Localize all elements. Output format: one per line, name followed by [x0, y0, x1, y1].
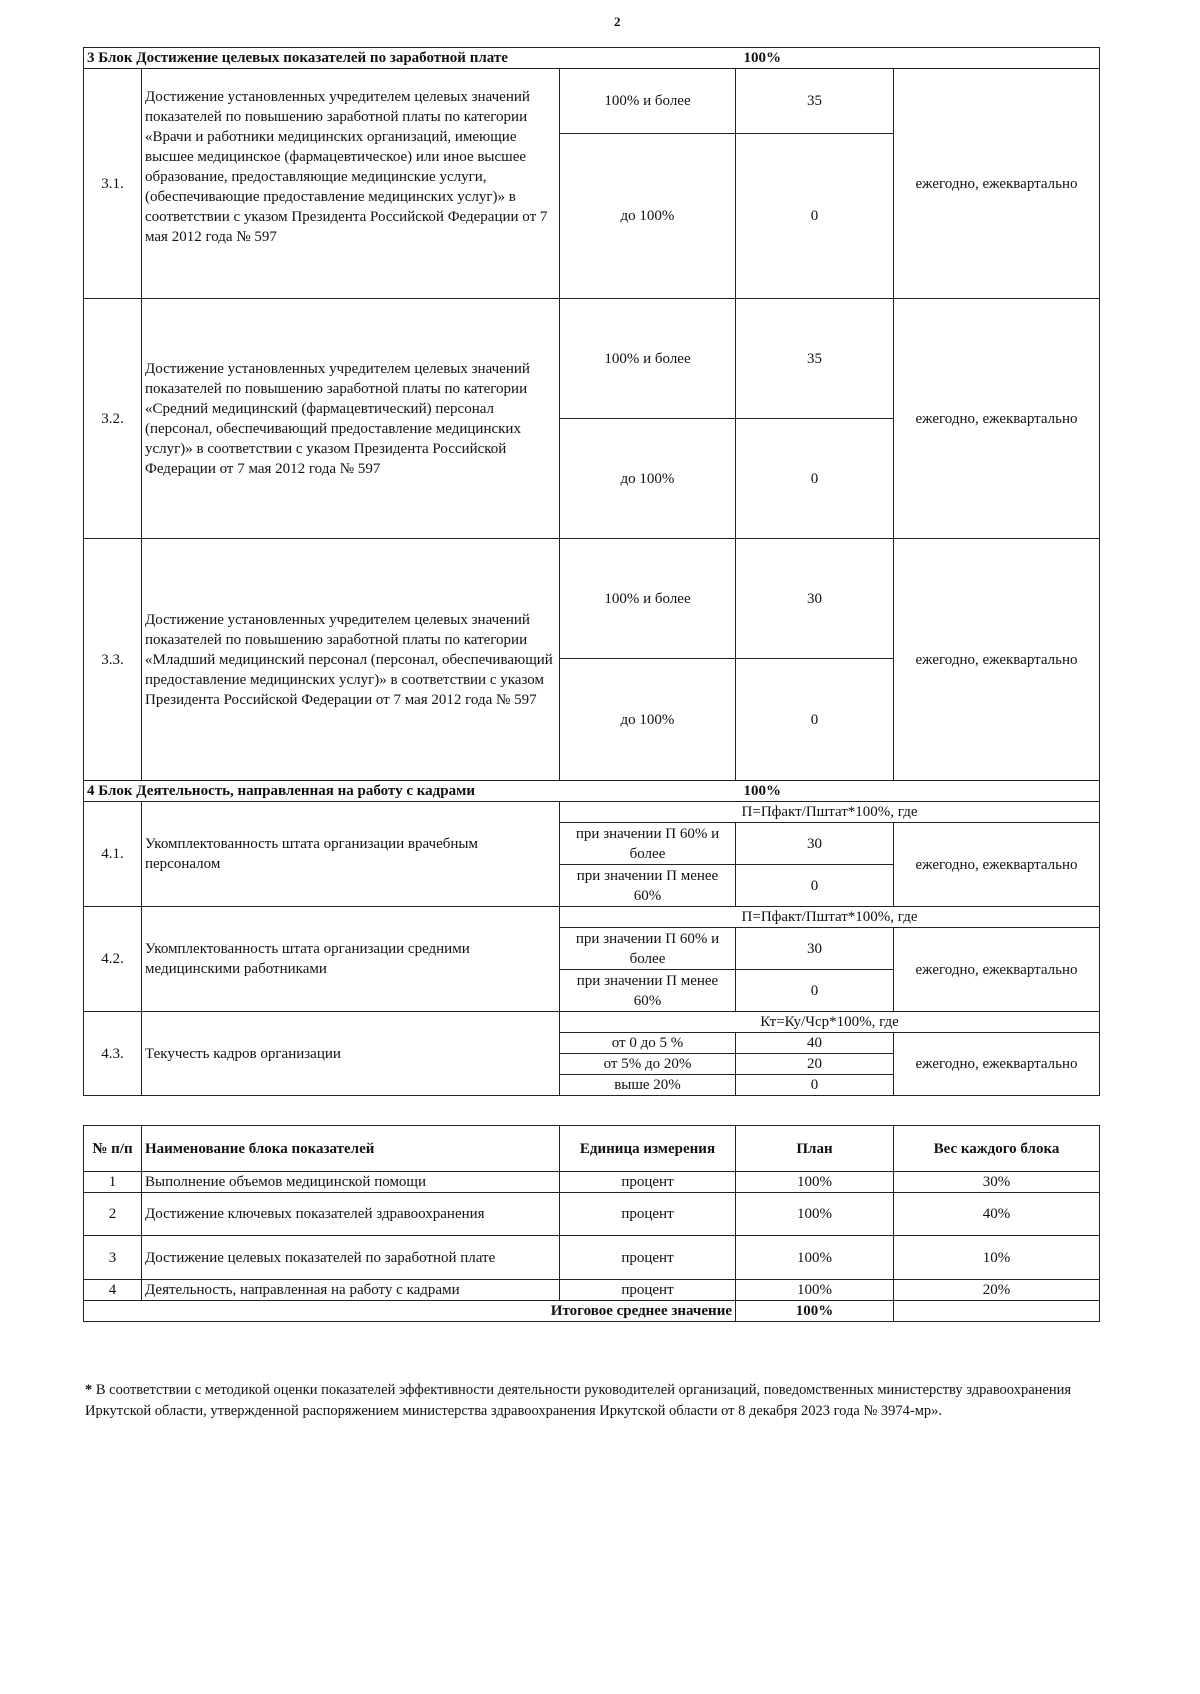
- row-num: 3.1.: [84, 69, 142, 299]
- cell-weight: 40%: [894, 1193, 1100, 1236]
- cell-num: 1: [84, 1172, 142, 1193]
- condition-cell: при значении П менее 60%: [560, 970, 736, 1012]
- row-num: 3.3.: [84, 539, 142, 781]
- cell-plan: 100%: [736, 1280, 894, 1301]
- condition-cell: выше 20%: [560, 1075, 736, 1096]
- cell-weight: 30%: [894, 1172, 1100, 1193]
- condition-cell: 100% и более: [560, 69, 736, 134]
- header-num: № п/п: [84, 1126, 142, 1172]
- cell-name: Достижение целевых показателей по заработной плате: [142, 1236, 560, 1280]
- cell-unit: процент: [560, 1172, 736, 1193]
- table-row: [84, 1236, 1100, 1280]
- period-cell: ежегодно, ежеквартально: [894, 823, 1100, 907]
- total-row: [84, 1301, 1100, 1322]
- condition-cell: от 5% до 20%: [560, 1054, 736, 1075]
- condition-cell: при значении П 60% и более: [560, 823, 736, 865]
- score-cell: 0: [736, 865, 894, 907]
- row-num: 4.1.: [84, 802, 142, 907]
- period-cell: ежегодно, ежеквартально: [894, 928, 1100, 1012]
- block3-title: Достижение целевых показателей по заработной плате: [136, 50, 508, 66]
- header-plan: План: [736, 1126, 894, 1172]
- row-num: 4.2.: [84, 907, 142, 1012]
- total-value: 100%: [736, 1301, 894, 1322]
- table-row: [84, 1172, 1100, 1193]
- score-cell: 0: [736, 970, 894, 1012]
- summary-header-row: [84, 1126, 1100, 1172]
- block3-header-row: [84, 48, 1100, 69]
- cell-weight: 10%: [894, 1236, 1100, 1280]
- condition-cell: до 100%: [560, 134, 736, 299]
- condition-cell: при значении П менее 60%: [560, 865, 736, 907]
- row-4-1-formula: [84, 802, 1100, 823]
- condition-cell: при значении П 60% и более: [560, 928, 736, 970]
- indicators-table: [83, 47, 1100, 1096]
- condition-cell: до 100%: [560, 419, 736, 539]
- header-weight: Вес каждого блока: [894, 1126, 1100, 1172]
- row-num: 4.3.: [84, 1012, 142, 1096]
- period-cell: ежегодно, ежеквартально: [894, 69, 1100, 299]
- cell-plan: 100%: [736, 1193, 894, 1236]
- formula-cell: П=Пфакт/Пштат*100%, где: [560, 907, 1100, 928]
- block4-header-row: [84, 781, 1100, 802]
- cell-plan: 100%: [736, 1172, 894, 1193]
- row-3-3-a: [84, 539, 1100, 659]
- cell-name: Деятельность, направленная на работу с кадрами: [142, 1280, 560, 1301]
- score-cell: 0: [736, 134, 894, 299]
- score-cell: 20: [736, 1054, 894, 1075]
- row-4-3-formula: [84, 1012, 1100, 1033]
- header-unit: Единица измерения: [560, 1126, 736, 1172]
- block4-title: Деятельность, направленная на работу с кадрами: [136, 783, 475, 799]
- summary-table: [83, 1125, 1100, 1322]
- row-description: Укомплектованность штата организации средними медицинскими работниками: [142, 907, 560, 1012]
- total-label: Итоговое среднее значение: [84, 1301, 736, 1322]
- row-num: 3.2.: [84, 299, 142, 539]
- cell-num: 4: [84, 1280, 142, 1301]
- footnote: [85, 1380, 1105, 1422]
- row-4-2-formula: [84, 907, 1100, 928]
- score-cell: 35: [736, 299, 894, 419]
- cell-num: 2: [84, 1193, 142, 1236]
- page-number: 2: [614, 14, 621, 29]
- cell-name: Достижение ключевых показателей здравоохранения: [142, 1193, 560, 1236]
- period-cell: ежегодно, ежеквартально: [894, 539, 1100, 781]
- cell-unit: процент: [560, 1280, 736, 1301]
- formula-cell: П=Пфакт/Пштат*100%, где: [560, 802, 1100, 823]
- footnote-mark: *: [85, 1382, 93, 1398]
- cell-unit: процент: [560, 1193, 736, 1236]
- condition-cell: до 100%: [560, 659, 736, 781]
- block4-value: 100%: [743, 783, 781, 799]
- row-description: Достижение установленных учредителем целевых значений показателей по повышению заработной платы по категории «Средний медицинский (фармацевтический) персонал (персонал, обеспечивающий предоставление медицинских услуг)» в соответствии с указом Президента Российской Федерации от 7 мая 2012 года № 597: [142, 299, 560, 539]
- cell-plan: 100%: [736, 1236, 894, 1280]
- block3-value: 100%: [743, 50, 781, 66]
- block3-label: 3 Блок: [87, 50, 133, 66]
- footnote-text: В соответствии с методикой оценки показателей эффективности деятельности руководителей организаций, поведомственных министерству здравоохранения Иркутской области, утвержденной распоряжением министерства здравоохранения Иркутской области от 8 декабря 2023 года № 3974-мр».: [85, 1382, 1072, 1419]
- condition-cell: 100% и более: [560, 539, 736, 659]
- cell-unit: процент: [560, 1236, 736, 1280]
- score-cell: 0: [736, 659, 894, 781]
- row-3-2-a: [84, 299, 1100, 419]
- header-name: Наименование блока показателей: [142, 1126, 560, 1172]
- cell-weight: 20%: [894, 1280, 1100, 1301]
- total-empty: [894, 1301, 1100, 1322]
- score-cell: 0: [736, 1075, 894, 1096]
- row-description: Достижение установленных учредителем целевых значений показателей по повышению заработной платы по категории «Младший медицинский персонал (персонал, обеспечивающий предоставление медицинских услуг)» в соответствии с указом Президента Российской Федерации от 7 мая 2012 года № 597: [142, 539, 560, 781]
- table-row: [84, 1280, 1100, 1301]
- condition-cell: от 0 до 5 %: [560, 1033, 736, 1054]
- period-cell: ежегодно, ежеквартально: [894, 299, 1100, 539]
- score-cell: 40: [736, 1033, 894, 1054]
- row-description: Укомплектованность штата организации врачебным персоналом: [142, 802, 560, 907]
- score-cell: 35: [736, 69, 894, 134]
- table-row: [84, 1193, 1100, 1236]
- score-cell: 30: [736, 928, 894, 970]
- row-3-1-a: [84, 69, 1100, 134]
- formula-cell: Кт=Ку/Чср*100%, где: [560, 1012, 1100, 1033]
- row-description: Текучесть кадров организации: [142, 1012, 560, 1096]
- score-cell: 30: [736, 823, 894, 865]
- score-cell: 0: [736, 419, 894, 539]
- period-cell: ежегодно, ежеквартально: [894, 1033, 1100, 1096]
- row-description: Достижение установленных учредителем целевых значений показателей по повышению заработной платы по категории «Врачи и работники медицинских организаций, имеющие высшее медицинское (фармацевтическое) или иное высшее образование, предоставляющие медицинские услуги, (обеспечивающие предоставление медицинских услуг)» в соответствии с указом Президента Российской Федерации от 7 мая 2012 года № 597: [142, 69, 560, 299]
- cell-name: Выполнение объемов медицинской помощи: [142, 1172, 560, 1193]
- block4-label: 4 Блок: [87, 783, 133, 799]
- condition-cell: 100% и более: [560, 299, 736, 419]
- score-cell: 30: [736, 539, 894, 659]
- cell-num: 3: [84, 1236, 142, 1280]
